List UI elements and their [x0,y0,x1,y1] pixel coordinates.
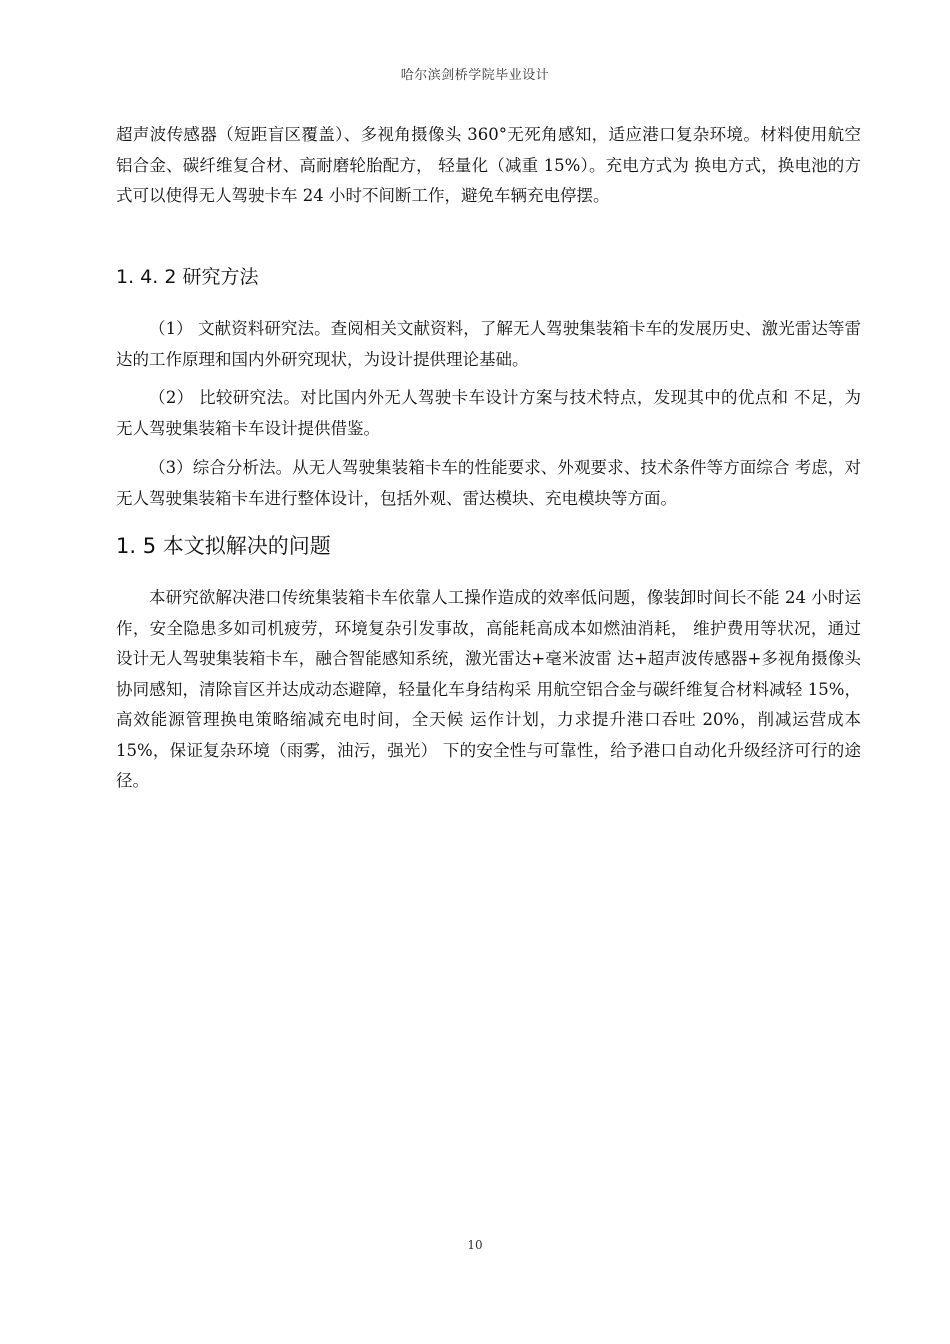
research-methods-list [116,314,861,375]
intro-paragraph: 超声波传感器（短距盲区覆盖）、多视角摄像头 360°无死角感知，适应港口复杂环境。材料使用航空铝合金、碳纤维复合材、高耐磨轮胎配方， 轻量化（减重 15%）。充电方式为 换电方式，换电池的方式可以使得无人驾驶卡车 24 小时不间断工作，避免车辆充电停摆。 [116,125,861,205]
body-text-top [116,120,861,212]
method-item-2: （2） 比较研究法。对比国内外无人驾驶卡车设计方案与技术特点，发现其中的优点和 不足，为无人驾驶集装箱卡车设计提供借鉴。 [116,388,861,438]
method-item-3: （3）综合分析法。从无人驾驶集装箱卡车的性能要求、外观要求、技术条件等方面综合 考虑，对无人驾驶集装箱卡车进行整体设计，包括外观、雷达模块、充电模块等方面。 [116,458,861,508]
section-1-4-2 [116,262,861,289]
research-methods-list-2 [116,383,861,444]
section-1-5 [116,530,861,560]
method-item-1: （1） 文献资料研究法。查阅相关文献资料，了解无人驾驶集装箱卡车的发展历史、激光雷达等雷达的工作原理和国内外研究现状，为设计提供理论基础。 [116,319,861,369]
page-number: 10 [467,1238,483,1252]
section-heading-1-5: 1. 5 本文拟解决的问题 [116,534,331,558]
section-1-5-body [116,583,861,797]
problem-statement-paragraph: 本研究欲解决港口传统集装箱卡车依靠人工操作造成的效率低问题，像装卸时间长不能 24 小时运作，安全隐患多如司机疲劳，环境复杂引发事故，高能耗高成本如燃油消耗， 维护费用等状况，通过设计无人驾驶集装箱卡车，融合智能感知系统，激光雷达+毫米波雷 达+超声波传感器+多视角摄像头协同感知，清除盲区并达成动态避障，轻量化车身结构采 用航空铝合金与碳纤维复合材料减轻 15%，高效能源管理换电策略缩减充电时间，全天候 运作计划，力求提升港口吞吐 20%，削减运营成本 15%，保证复杂环境（雨雾，油污，强光） 下的安全性与可靠性，给予港口自动化升级经济可行的途径。 [116,588,861,790]
running-header: 哈尔滨剑桥学院毕业设计 [400,68,550,83]
research-methods-list-3 [116,453,861,514]
section-heading-1-4-2: 1. 4. 2 研究方法 [116,266,259,288]
